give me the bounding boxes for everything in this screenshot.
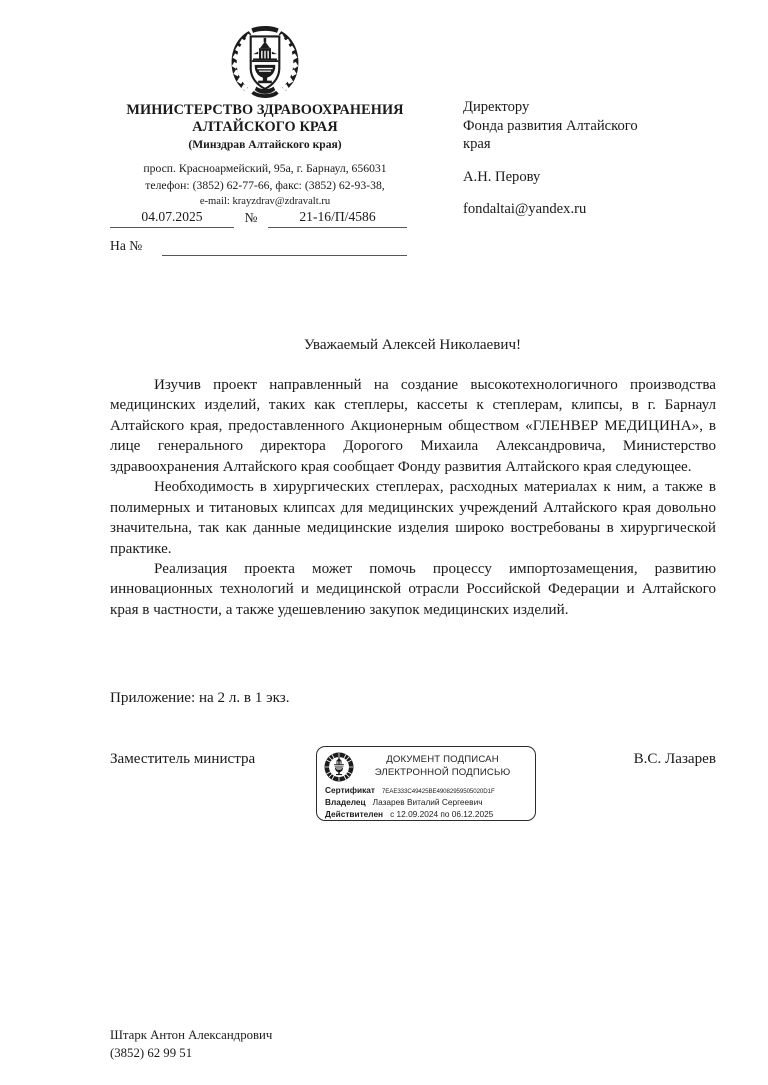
reference-row	[110, 209, 407, 228]
stamp-validity-row	[325, 809, 527, 821]
addressee-block	[463, 98, 723, 219]
signatory-position: Заместитель министра	[110, 751, 256, 767]
letterhead-contacts	[100, 161, 430, 210]
executor-footer	[110, 1027, 272, 1062]
coat-of-arms-altai-krai-icon	[222, 20, 308, 102]
letterhead	[100, 102, 430, 210]
greeting-line: Уважаемый Алексей Николаевич!	[303, 337, 522, 353]
stamp-title-line1: ДОКУМЕНТ ПОДПИСАН	[386, 754, 499, 766]
executor-phone: (3852) 62 99 51	[110, 1045, 193, 1060]
stamp-validity-label: Действителен	[325, 808, 384, 819]
stamp-owner-row	[325, 797, 527, 809]
stamp-header	[317, 747, 535, 784]
attachment-note: Приложение: на 2 л. в 1 экз.	[110, 690, 290, 706]
ministry-subtitle: (Минздрав Алтайского края)	[188, 138, 342, 152]
stamp-owner-value: Лазарев Виталий Сергеевич	[372, 796, 483, 807]
addressee-position-line2: Фонда развития Алтайского	[463, 117, 638, 134]
stamp-validity-value: с 12.09.2024 по 06.12.2025	[390, 808, 494, 819]
letter-body	[110, 375, 716, 620]
addressee-name: А.Н. Перову	[463, 168, 541, 185]
stamp-certificate-value: 7EAE333C49425BE49082959505020D1F	[381, 788, 495, 795]
stamp-title-line2: ЭЛЕКТРОННОЙ ПОДПИСЬЮ	[374, 767, 511, 778]
body-paragraph: Необходимость в хирургических степлерах, расходных материалах к ним, а также в полимерных и титановых клипсах для медицинских учреждений Алтайского края довольно значительна, так как данные медицинские изделия широко востребованы в хирургической практике.	[110, 479, 716, 557]
addressee-position-line1: Директору	[463, 99, 530, 115]
signature-row	[110, 746, 716, 828]
stamp-owner-label: Владелец	[325, 796, 366, 807]
addressee-email: fondaltai@yandex.ru	[463, 201, 587, 218]
signatory-name: В.С. Лазарев	[633, 751, 716, 767]
stamp-details	[317, 784, 535, 821]
incoming-number-rule	[162, 239, 407, 256]
addressee-position-line3: края	[463, 136, 491, 153]
electronic-signature-stamp	[316, 746, 536, 821]
letter-number: 21-16/П/4586	[268, 209, 407, 228]
ministry-title-line2: АЛТАЙСКОГО КРАЯ	[192, 118, 338, 135]
letterhead-address: просп. Красноармейский, 95а, г. Барнаул, 656031	[143, 162, 387, 176]
executor-name: Штарк Антон Александрович	[110, 1028, 273, 1042]
addressee-position	[463, 98, 723, 154]
ministry-title-line1: МИНИСТЕРСТВО ЗДРАВООХРАНЕНИЯ	[126, 102, 404, 118]
letterhead-email: e-mail: krayzdrav@zdravalt.ru	[199, 195, 331, 207]
body-paragraph: Реализация проекта может помочь процессу импортозамещения, развитию инновационных технологий и медицинской отрасли Российской Федерации и Алтайского края в частности, а также удешевлению закупок медицинских изделий.	[110, 560, 716, 618]
emblem-container	[0, 20, 530, 107]
body-paragraph: Изучив проект направленный на создание высокотехнологичного производства медицинских изделий, таких как степлеры, кассеты к степлерам, клипсы, в г. Барнаул Алтайского края, предоставленного Акционерным обществом «ГЛЕНВЕР МЕДИЦИНА», в лице генерального директора Дорогого Михаила Александровича, Министерство здравоохранения Алтайского края сообщает Фонду развития Алтайского края следующее.	[110, 377, 716, 475]
stamp-certificate-label: Сертификат	[325, 785, 375, 795]
incoming-reference-row	[110, 238, 407, 256]
ministry-title	[100, 102, 430, 135]
stamp-title	[358, 754, 529, 780]
letterhead-phone: телефон: (3852) 62-77-66, факс: (3852) 62-93-38,	[145, 179, 385, 193]
letter-date: 04.07.2025	[110, 209, 234, 228]
stamp-certificate-row	[325, 785, 527, 797]
incoming-number-label: На №	[110, 238, 143, 253]
coat-of-arms-seal-icon	[324, 752, 354, 782]
number-label: №	[244, 210, 258, 225]
